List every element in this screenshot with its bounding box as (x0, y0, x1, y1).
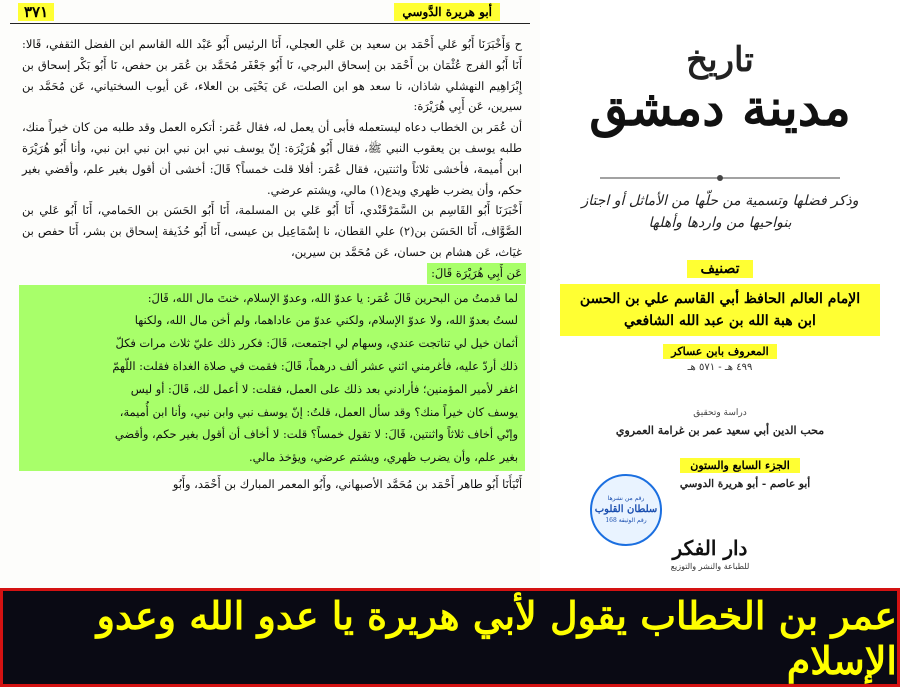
cover-title-line-1: تاريخ (686, 40, 754, 80)
publisher-logo: دار الفكر (672, 536, 748, 560)
author-dates: ٤٩٩ هـ - ٥٧١ هـ (687, 362, 753, 373)
taalif-text: تصنيف (687, 260, 754, 278)
highlight-line: بغير علم، وأن يضرب ظهري، ويشتم عرضي، ويؤخذ مالي. (249, 450, 518, 465)
study-label: دراسة وتحقيق (693, 408, 747, 418)
caption-text: عمر بن الخطاب يقول لأبي هريرة يا عدو الله وعدو الإسلام (96, 592, 897, 683)
caption-banner (0, 588, 900, 687)
paragraph-1: ح وَأَخْبَرَنَا أَبُو عَلي أَحْمَد بن سعيد بن عَلي العجلي، أَنَا الرئيس أَبُو عَبْد الله القاسم ابن الفضل الثقفي، قَالا: أَنَا أَبُو الفرج عُثْمَان بن أَحْمَد بن إسحاق البرجي، نَا أَبُو جَعْفَر مُحَمَّد بن عُمَر بن حفص، نَا أَبُو بَكْر إسحاق بن إِبْرَاهِيم النهشلي شاذان، نا سعد هو ابن الصلت، عَن يَحْيَى بن العلاء، عَن أيوب السختياني، عَن مُحَمَّد بن سيرين، عَن أَبِي هُرَيْرَة: (22, 37, 522, 114)
author-block (560, 284, 880, 336)
book-cover (540, 0, 900, 590)
known-as-text: المعروف بابن عساكر (663, 344, 776, 359)
cover-subtitle: وذكر فضلها وتسمية من حلّها من الأماثل أو اجتاز بنواحيها من واردها وأهلها (581, 193, 859, 231)
highlight-line: لستُ بعدوّ الله، ولا عدوّ الإسلام، ولكني عدوّ من عاداهما، ولم أخن مال الله، ولكنها (134, 313, 518, 328)
text-page (10, 0, 530, 590)
highlight-title: عَن أَبِي هُرَيْرَة قَالَ: (427, 263, 526, 284)
highlight-line: اغفر لأمير المؤمنين؛ فأرادني بعد ذلك على العمل، فقلت: لا أعمل لك، قَالَ: أو ليس (130, 381, 518, 396)
highlight-line: لما قدمتُ من البحرين قَالَ عُمَر: يا عدوّ الله، وعدوّ الإسلام، خنتَ مال الله، قَالَ: (147, 290, 518, 305)
stamp-name: سلطان القلوب (594, 504, 658, 515)
highlight-line: يوسف كان خيراً منك؟ وقد سأل العمل، قلتُ: إنّ يوسف نبي وابن نبي، وأنا ابن أُميمة، (119, 404, 518, 419)
author-line-1: الإمام العالم الحافظ أبي القاسم علي بن الحسن (579, 291, 861, 307)
paragraph-4: أَنْبَأَنَا أَبُو طاهر أَحْمَد بن مُحَمَّد الأصبهاني، وأَبُو المعمر المبارك بن أَحْمَد، وأَبُو (172, 476, 522, 491)
highlight-line: ذلك أردّ عليه، فأغرمني اثني عشر ألف درهماً، قَالَ: فقمت في صلاة الغداة فقلت: اللّهمّ (112, 358, 518, 373)
paragraph-3: أَخْبَرَنَا أَبُو القَاسِم بن السَّمَرْقَنْدي، أَنَا أَبُو عَلي بن المسلمة، أَنَا أَبُو الحَسَن بن الحَمامي، أَنَا أَبُو عَلي بن الصَّوَّاف، أَنَا الحَسَن بن(٢) علي القطان، نا إسْمَاعِيل بن عيسى، أَنَا أَبُو حُذَيفة إسحاق بن بشر، أَنَا حفص بن غيَاث، عَن هشام بن حسان، عَن مُحَمَّد بن سيرين، (22, 203, 522, 259)
highlighted-passage (22, 288, 522, 468)
volume-contents: أبو عاصم - أبو هريرة الدوسي (679, 478, 811, 490)
page-header (10, 3, 530, 24)
taalif-label (540, 258, 900, 278)
stamp-bottom-text: رقم الوثيقة 168 (605, 517, 647, 524)
paragraph-2: أن عُمَر بن الخطاب دعاه ليستعمله فأبى أن يعمل له، فقال عُمَر: أتكره العمل وقد طلبه من كان خيراً منك، طلبه يوسف بن يعقوب النبي ﷺ، فقال أَبُو هُرَيْرَة: إنّ يوسف نبي ابن نبي ابن نبي ابن نبي، وأنا أَبُو هُرَيْرَة ابن أُميمة، فأخشى ثلاثاً واثنتين، فقال عُمَر: أفلا قلت خمساً؟ قَالَ: أخشى أن أقول بغير علم، وأقضي بغير حكم، وأن يضرب ظهري ويدع(١) مالي، ويشتم عرضي. (22, 120, 522, 197)
ornament-divider-icon (540, 172, 900, 184)
publisher-subtitle: للطباعة والنشر والتوزيع (670, 562, 750, 571)
highlight-line: أثمان خيل لي تناتجت عندي، وسهام لي اجتمعت، قَالَ: فكرر ذلك عليّ ثلاث مرات فكلّ (115, 336, 518, 351)
editor-name: محب الدين أبي سعيد عمر بن غرامة العمروي (615, 424, 825, 437)
cover-title (540, 40, 900, 136)
running-title: أبو هريرة الدَّوسي (394, 3, 500, 21)
highlight-line: وإنّي أخاف ثلاثاً واثنتين، قَالَ: لا تقول خمساً؟ قلت: لا أخاف أن أقول بغير حكم، وأقضي (114, 427, 518, 442)
page-number: ٣٧١ (18, 3, 54, 21)
author-line-2: ابن هبة الله بن عبد الله الشافعي (624, 313, 816, 329)
cover-title-line-2: مدينة دمشق (589, 78, 851, 137)
known-as (540, 340, 900, 359)
volume-label: الجزء السابع والستون (680, 458, 800, 473)
stamp-top-text: رقم من نشرها (607, 495, 645, 502)
body-text (22, 34, 522, 495)
